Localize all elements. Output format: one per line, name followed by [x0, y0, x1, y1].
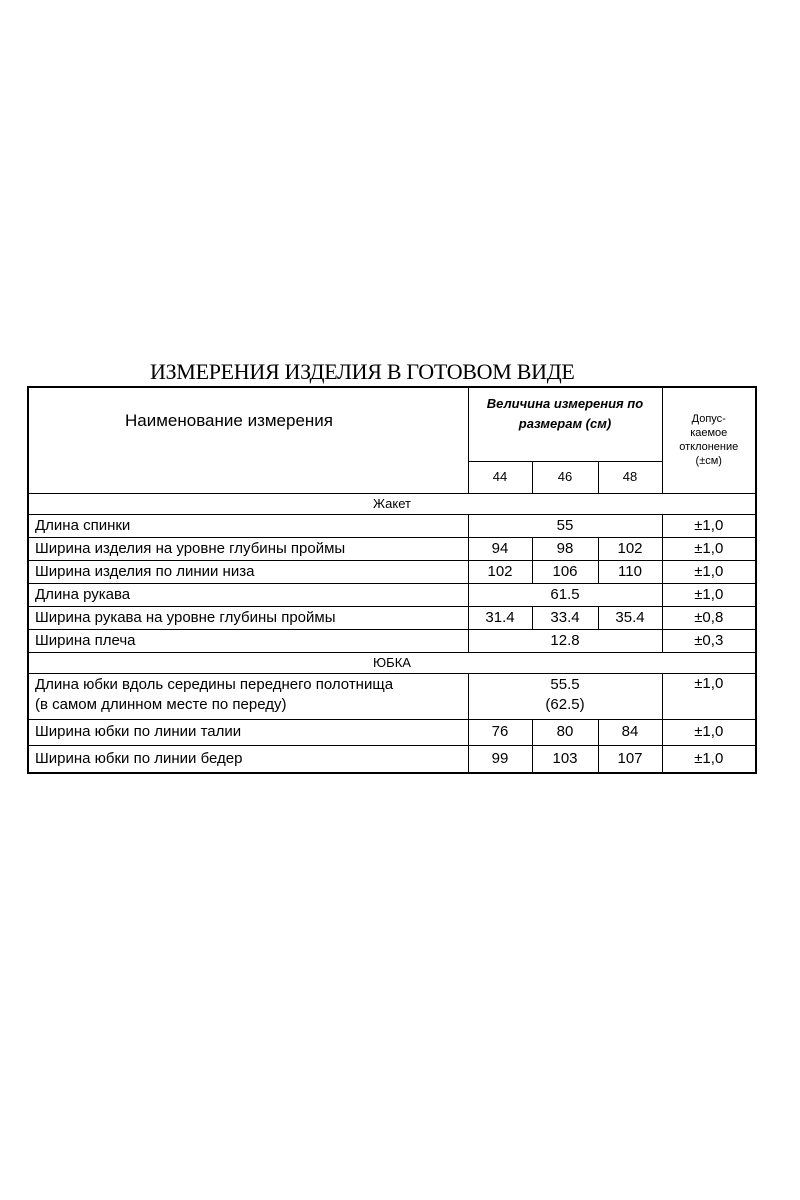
tolerance-value: ±1,0 — [662, 673, 756, 719]
tolerance-header-line: (±см) — [695, 455, 722, 468]
section-title: Жакет — [28, 493, 756, 514]
tolerance-value: ±1,0 — [662, 745, 756, 773]
measurement-name: Ширина плеча — [28, 629, 468, 652]
size-44: 44 — [468, 461, 532, 493]
size-46: 46 — [532, 461, 598, 493]
table-row — [28, 745, 756, 773]
measurement-value — [468, 673, 662, 719]
measurement-name-line: Длина юбки вдоль середины переднего полотнища — [35, 675, 394, 693]
measurement-name: Длина спинки — [28, 514, 468, 537]
measurement-name-line: (в самом длинном месте по переду) — [35, 695, 287, 713]
tolerance-value: ±1,0 — [662, 537, 756, 560]
table-row — [28, 606, 756, 629]
table-row — [28, 629, 756, 652]
measurement-value: 55 — [468, 514, 662, 537]
measurement-name — [28, 673, 468, 719]
page-title: ИЗМЕРЕНИЯ ИЗДЕЛИЯ В ГОТОВОМ ВИДЕ — [150, 359, 575, 384]
section-title: ЮБКА — [28, 652, 756, 673]
measurement-value: 31.4 — [468, 606, 532, 629]
tolerance-value: ±0,3 — [662, 629, 756, 652]
measurement-value: 107 — [598, 745, 662, 773]
section-row-skirt — [28, 652, 756, 673]
tolerance-header-line: отклонение — [679, 441, 739, 454]
table-row — [28, 560, 756, 583]
tolerance-header-line: Допус- — [691, 413, 726, 426]
measurement-name: Длина рукава — [28, 583, 468, 606]
measurement-value: 110 — [598, 560, 662, 583]
measurement-value: 102 — [468, 560, 532, 583]
size-48: 48 — [598, 461, 662, 493]
measurement-value: 33.4 — [532, 606, 598, 629]
tolerance-header-line: каемое — [690, 427, 728, 440]
measurement-value: 12.8 — [468, 629, 662, 652]
measurement-value: 76 — [468, 719, 532, 745]
measurement-value-header: Величина измерения по размерам (см) — [468, 387, 662, 461]
measurement-name: Ширина юбки по линии талии — [28, 719, 468, 745]
tolerance-value: ±0,8 — [662, 606, 756, 629]
table-row — [28, 719, 756, 745]
measurement-name: Ширина рукава на уровне глубины проймы — [28, 606, 468, 629]
measurement-value: 102 — [598, 537, 662, 560]
header-row — [28, 387, 756, 461]
tolerance-value: ±1,0 — [662, 719, 756, 745]
measurement-name: Ширина изделия на уровне глубины проймы — [28, 537, 468, 560]
measurement-value: 94 — [468, 537, 532, 560]
tolerance-value: ±1,0 — [662, 583, 756, 606]
measurement-name: Ширина юбки по линии бедер — [28, 745, 468, 773]
measurement-value: 80 — [532, 719, 598, 745]
tolerance-value: ±1,0 — [662, 514, 756, 537]
table-row — [28, 583, 756, 606]
section-row-jacket — [28, 493, 756, 514]
measurement-value: 106 — [532, 560, 598, 583]
measurement-value: 99 — [468, 745, 532, 773]
measurement-value: 61.5 — [468, 583, 662, 606]
measurement-value-line: (62.5) — [545, 695, 585, 713]
measurement-value: 35.4 — [598, 606, 662, 629]
measurement-value: 84 — [598, 719, 662, 745]
measurement-name: Ширина изделия по линии низа — [28, 560, 468, 583]
table-row — [28, 673, 756, 719]
tolerance-value: ±1,0 — [662, 560, 756, 583]
measurements-table — [27, 386, 757, 774]
measurement-name-header: Наименование измерения — [28, 387, 468, 493]
measurement-value: 98 — [532, 537, 598, 560]
measurement-value-line: 55.5 — [550, 675, 580, 693]
measurement-value: 103 — [532, 745, 598, 773]
table-row — [28, 537, 756, 560]
table-row — [28, 514, 756, 537]
tolerance-header — [662, 387, 756, 493]
